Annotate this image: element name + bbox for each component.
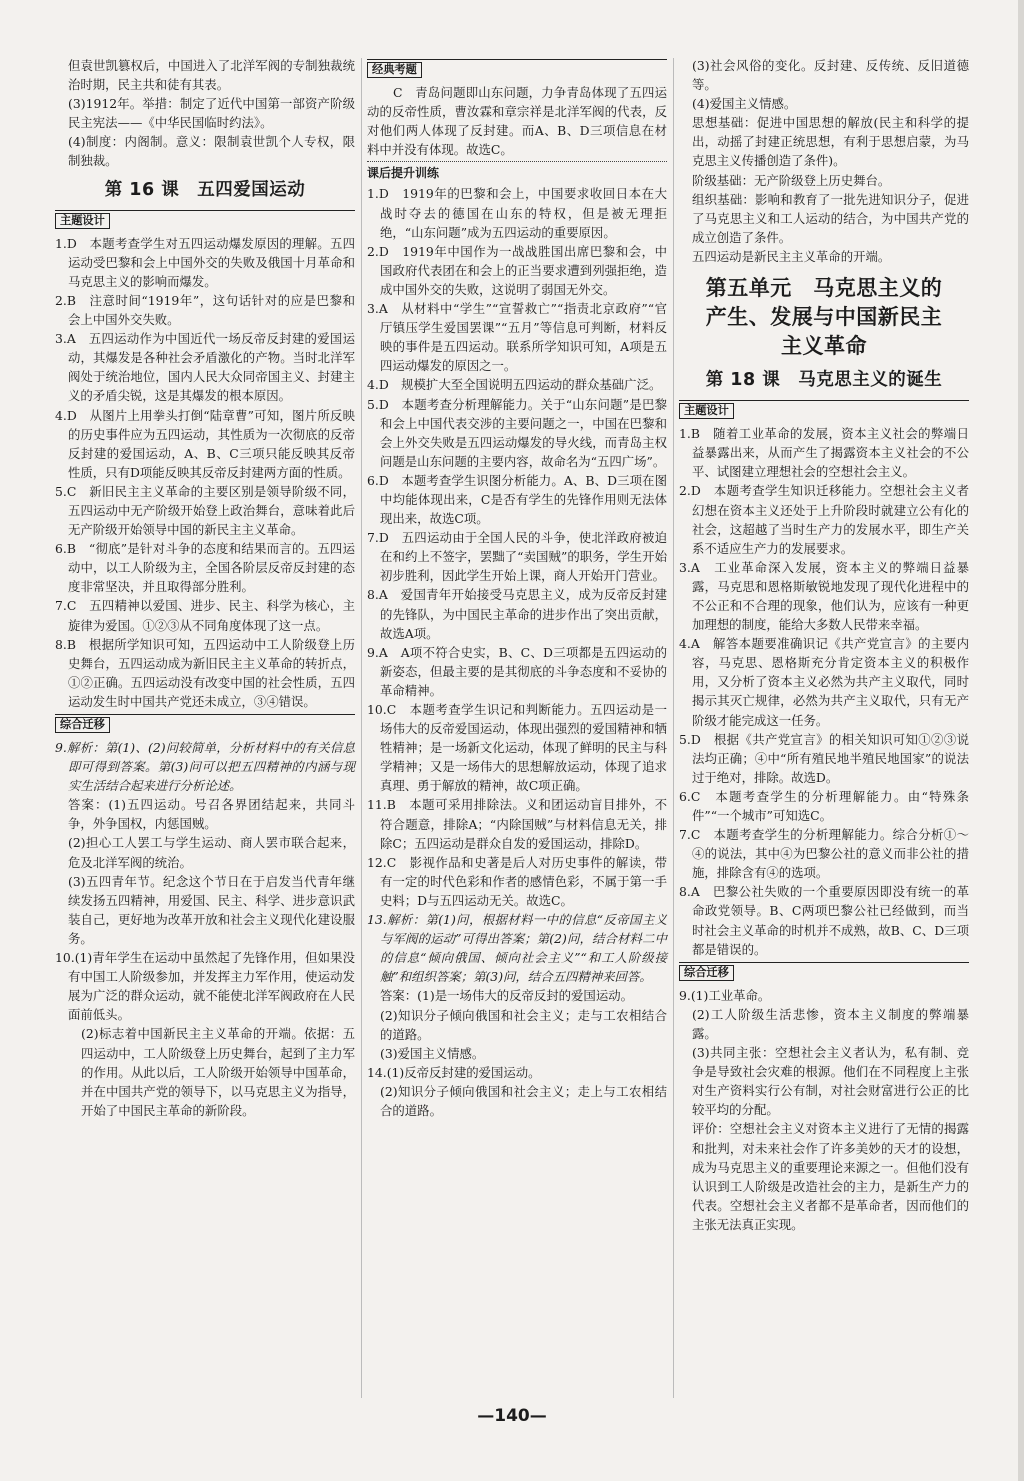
answer-item: 9.A A项不符合史实，B、C、D三项都是五四运动的新姿态，但最主要的是其彻底的斗争态度和不妥协的革命精神。	[367, 644, 667, 698]
lesson-title: 第 18 课 马克思主义的诞生	[705, 370, 943, 391]
answer-item: 1.D 1919年的巴黎和会上，中国要求收回日本在大战时夺去的德国在山东的特权，但是被无理拒绝，“山东问题”成为五四运动的重要原因。	[367, 186, 667, 240]
section-label: 经典考题	[367, 62, 422, 78]
paragraph: 五四运动是新民主主义革命的开端。	[692, 248, 891, 264]
answer-text: (3)五四青年节。纪念这个节日在于启发当代青年继续发扬五四精神，用爱国、民主、科学、进步意识武装自己，更好地为改革开放和社会主义现代化建设服务。	[68, 873, 355, 946]
section-label: 综合迁移	[55, 717, 110, 733]
answer-item: 5.D 本题考查分析理解能力。关于“山东问题”是巴黎和会上中国代表交涉的主要问题之一，中国在巴黎和会上外交失败是五四运动爆发的导火线，而青岛主权问题是山东问题的主要内容，故命名为“五四广场”。	[367, 396, 667, 469]
page-edge	[1018, 0, 1024, 1481]
answer-item: 4.D 从图片上用拳头打倒“陆章曹”可知，图片所反映的历史事件应为五四运动，其性质为一次彻底的反帝反封建的爱国运动，A、B、C三项只能反映其反帝性质，只有D项能反映其反帝反封建两方面的性质。	[55, 407, 355, 480]
unit-title: 第五单元 马克思主义的 产生、发展与中国新民主 主义革命	[705, 276, 943, 359]
section-header	[55, 714, 355, 735]
answer-item: 5.C 新旧民主主义革命的主要区别是领导阶级不同，五四运动中无产阶级开始登上政治舞台，意味着此后无产阶级开始领导中国的新民主主义革命。	[55, 483, 355, 538]
analysis-text: 9.解析：第(1)、(2)问较简单，分析材料中的有关信息即可得到答案。第(3)问可以把五四精神的内涵与现实生活结合起来进行分析论述。	[55, 740, 355, 794]
answer-text: (3)共同主张：空想社会主义者认为，私有制、竞争是导致社会灾难的根源。他们在不同程度上主张对生产资料实行公有制，对社会财富进行公正的比较平均的分配。	[692, 1045, 969, 1118]
answer-item: 6.C 本题考查学生的分析理解能力。由“特殊条件”“一个城市”可知选C。	[679, 788, 969, 823]
paragraph: (3)社会风俗的变化。反封建、反传统、反旧道德等。	[692, 58, 969, 93]
paragraph: 组织基础：影响和教育了一批先进知识分子，促进了马克思主义和工人运动的结合，为中国共产党的成立创造了条件。	[692, 191, 969, 245]
answer-item: 3.A 五四运动作为中国近代一场反帝反封建的爱国运动，其爆发是各种社会矛盾激化的产物。当时北洋军阀处于统治地位，国内人民大众同帝国主义、封建主义的矛盾尖锐，这是其爆发的根本原因。	[55, 331, 355, 404]
answer-item: 7.C 本题考查学生的分析理解能力。综合分析①～④的说法，其中④为巴黎公社的意义而非公社的措施，排除含有④的选项。	[679, 827, 969, 881]
section-header	[55, 210, 355, 231]
answer-text: (2)知识分子倾向俄国和社会主义；走上与工农相结合的道路。	[380, 1083, 667, 1118]
answer-item: 6.D 本题考查学生识图分析能力。A、B、D三项在图中均能体现出来，C是否有学生的先锋作用则无法体现出来，故选C项。	[367, 472, 667, 527]
paragraph: 阶级基础：无产阶级登上历史舞台。	[692, 172, 891, 188]
lesson-title: 第 16 课 五四爱国运动	[104, 179, 306, 200]
answer-text: 10.(1)青年学生在运动中虽然起了先锋作用，但如果没有中国工人阶级参加，并发挥主力军作用，使运动发展为广泛的群众运动，就不能使北洋军阀政府在人民面前低头。	[55, 950, 355, 1023]
answer-item: 8.A 巴黎公社失败的一个重要原因即没有统一的革命政党领导。B、C两项巴黎公社已经做到，而当时社会主义革命的时机并不成熟，故B、C、D三项都是错误的。	[679, 884, 969, 957]
column-divider	[361, 58, 362, 1398]
answer-item: 11.B 本题可采用排除法。义和团运动盲目排外，不符合题意，排除A；“内除国贼”与材料信息无关，排除C；五四运动是群众自发的爱国运动，排除D。	[367, 797, 667, 851]
column-middle	[367, 56, 667, 1120]
answer-text: (2)工人阶级生活悲惨，资本主义制度的弊端暴露。	[692, 1006, 969, 1041]
answer-item: 1.B 随着工业革命的发展，资本主义社会的弊端日益暴露出来，从而产生了揭露资本主义社会的不公平、试图建立理想社会的空想社会主义。	[679, 426, 969, 480]
answer-text: 答案：(1)五四运动。号召各界团结起来，共同斗争，外争国权，内惩国贼。	[68, 797, 355, 832]
answer-item: 2.B 注意时间“1919年”，这句话针对的应是巴黎和会上中国外交失败。	[55, 292, 355, 328]
answer-item: 3.A 工业革命深入发展，资本主义的弊端日益暴露，马克思和恩格斯敏锐地发现了现代化进程中的不公正和不合理的现象，他们认为，应该有一种更加理想的制度，能给大多数人民带来幸福。	[679, 559, 969, 633]
answer-item: 3.A 从材料中“学生”“宣誓救亡”“指责北京政府”“官厅镇压学生爱国罢课”“五月”等信息可判断，材料反映的事件是五四运动。联系所学知识可知，A项是五四运动爆发的原因之一。	[367, 301, 667, 374]
paragraph: (4)爱国主义情感。	[692, 96, 797, 112]
section-label: 主题设计	[679, 403, 734, 419]
answer-item: 4.D 规模扩大至全国说明五四运动的群众基础广泛。	[367, 377, 662, 393]
section-label: 综合迁移	[679, 965, 734, 981]
paragraph: 思想基础：促进中国思想的解放(民主和科学的提出，动摇了封建正统思想，有利于思想启蒙，为马克思主义传播创造了条件)。	[692, 115, 969, 169]
answer-item: 8.B 根据所学知识可知，五四运动中工人阶级登上历史舞台，五四运动成为新旧民主主义革命的转折点，①②正确。五四运动没有改变中国的社会性质，五四运动发生时中国共产党还未成立，③④错误。	[55, 636, 355, 709]
answer-text: 9.(1)工业革命。	[679, 987, 771, 1003]
answer-item: 7.D 五四运动由于全国人民的斗争，使北洋政府被迫在和约上不签字，罢黜了“卖国贼”的职务，学生开始初步胜利，因此学生开始上课，商人开始开门营业。	[367, 530, 667, 584]
column-divider	[673, 58, 674, 1398]
answer-item: 12.C 影视作品和史著是后人对历史事件的解读，带有一定的时代色彩和作者的感情色彩，不属于第一手史料；D与五四运动无关。故选C。	[367, 854, 667, 908]
section-header	[679, 962, 969, 983]
answer-item: 1.D 本题考查学生对五四运动爆发原因的理解。五四运动受巴黎和会上中国外交的失败及俄国十月革命和马克思主义的影响而爆发。	[55, 235, 355, 289]
column-right	[679, 56, 969, 1234]
answer-item: 2.D 1919年中国作为一战战胜国出席巴黎和会，中国政府代表团在和会上的正当要求遭到列强拒绝，造成中国外交的失败，这说明了弱国无外交。	[367, 243, 667, 297]
answer-text: 答案：(1)是一场伟大的反帝反封的爱国运动。	[380, 988, 633, 1004]
paragraph: (4)制度：内阁制。意义：限制袁世凯个人专权，限制独裁。	[68, 134, 355, 169]
paragraph: C 青岛问题即山东问题，力争青岛体现了五四运动的反帝性质，曹汝霖和章宗祥是北洋军阀的代表，反对他们两人体现了反封建。而A、B、D三项信息在材料中并没有体现。故选C。	[367, 85, 667, 158]
answer-item: 10.C 本题考查学生识记和判断能力。五四运动是一场伟大的反帝爱国运动，体现出强烈的爱国精神和牺牲精神；是一场新文化运动，体现了鲜明的民主与科学精神；又是一场伟大的思想解放运动，体现了追求真理、勇于解放的精神，故C项正确。	[367, 702, 667, 794]
answer-item: 2.D 本题考查学生知识迁移能力。空想社会主义者幻想在资本主义还处于上升阶段时就建立公有化的社会，这超越了当时生产力的发展水平，即生产关系不适应生产力的发展要求。	[679, 483, 969, 556]
paragraph: (3)1912年。举措：制定了近代中国第一部资产阶级民主宪法——《中华民国临时约法》。	[68, 96, 355, 131]
answer-item: 7.C 五四精神以爱国、进步、民主、科学为核心，主旋律为爱国。①②③从不同角度体现了这一点。	[55, 598, 355, 633]
answer-text: 评价：空想社会主义对资本主义进行了无情的揭露和批判，对未来社会作了许多美妙的天才的设想，成为马克思主义的重要理论来源之一。但他们没有认识到工人阶级是改造社会的主力，是新生产力的代表。空想社会主义者都不是革命者，因而他们的主张无法真正实现。	[692, 1121, 969, 1232]
analysis-text: 13.解析：第(1)问，根据材料一中的信息“反帝国主义与军阀的运动”可得出答案；第(2)问，结合材料二中的信息“倾向俄国、倾向社会主义”“和工人阶级接触”和组织答案；第(3)问，结合五四精神来回答。	[367, 912, 667, 985]
subheading: 课后提升训练	[367, 166, 440, 181]
dotted-divider	[367, 161, 667, 162]
answer-item: 5.D 根据《共产党宣言》的相关知识可知①②③说法均正确；④中“所有殖民地半殖民地国家”的说法过于绝对，排除。故选D。	[679, 731, 969, 785]
section-label: 主题设计	[55, 213, 110, 229]
answer-text: (2)标志着中国新民主主义革命的开端。依据：五四运动中，工人阶级登上历史舞台，起到了主力军的作用。从此以后，工人阶级开始领导中国革命，并在中国共产党的领导下，以马克思主义为指导，开始了中国民主革命的新阶段。	[81, 1026, 355, 1118]
section-header	[367, 59, 667, 80]
answer-text: 14.(1)反帝反封建的爱国运动。	[367, 1064, 541, 1080]
answer-text: (2)知识分子倾向俄国和社会主义；走与工农相结合的道路。	[380, 1007, 667, 1042]
answer-item: 6.B “彻底”是针对斗争的态度和结果而言的。五四运动中，以工人阶级为主，全国各阶层反帝反封建的态度非常坚决，并且取得部分胜利。	[55, 541, 355, 595]
section-header	[679, 400, 969, 421]
paragraph: 但袁世凯篡权后，中国进入了北洋军阀的专制独裁统治时期，民主共和徒有其表。	[68, 58, 355, 93]
answer-item: 8.A 爱国青年开始接受马克思主义，成为反帝反封建的先锋队，为中国民主革命的进步作出了突出贡献，故选A项。	[367, 587, 667, 641]
answer-text: (3)爱国主义情感。	[380, 1045, 485, 1061]
answer-text: (2)担心工人罢工与学生运动、商人罢市联合起来，危及北洋军阀的统治。	[68, 835, 355, 870]
page-number: —140—	[477, 1406, 547, 1426]
answer-item: 4.A 解答本题要准确识记《共产党宣言》的主要内容，马克思、恩格斯充分肯定资本主义的积极作用，又分析了资本主义必然为共产主义取代，同时揭示其灭亡规律，必然为共产主义取代，只有无产阶级才能完成这一任务。	[679, 636, 969, 728]
column-left	[55, 56, 355, 1120]
